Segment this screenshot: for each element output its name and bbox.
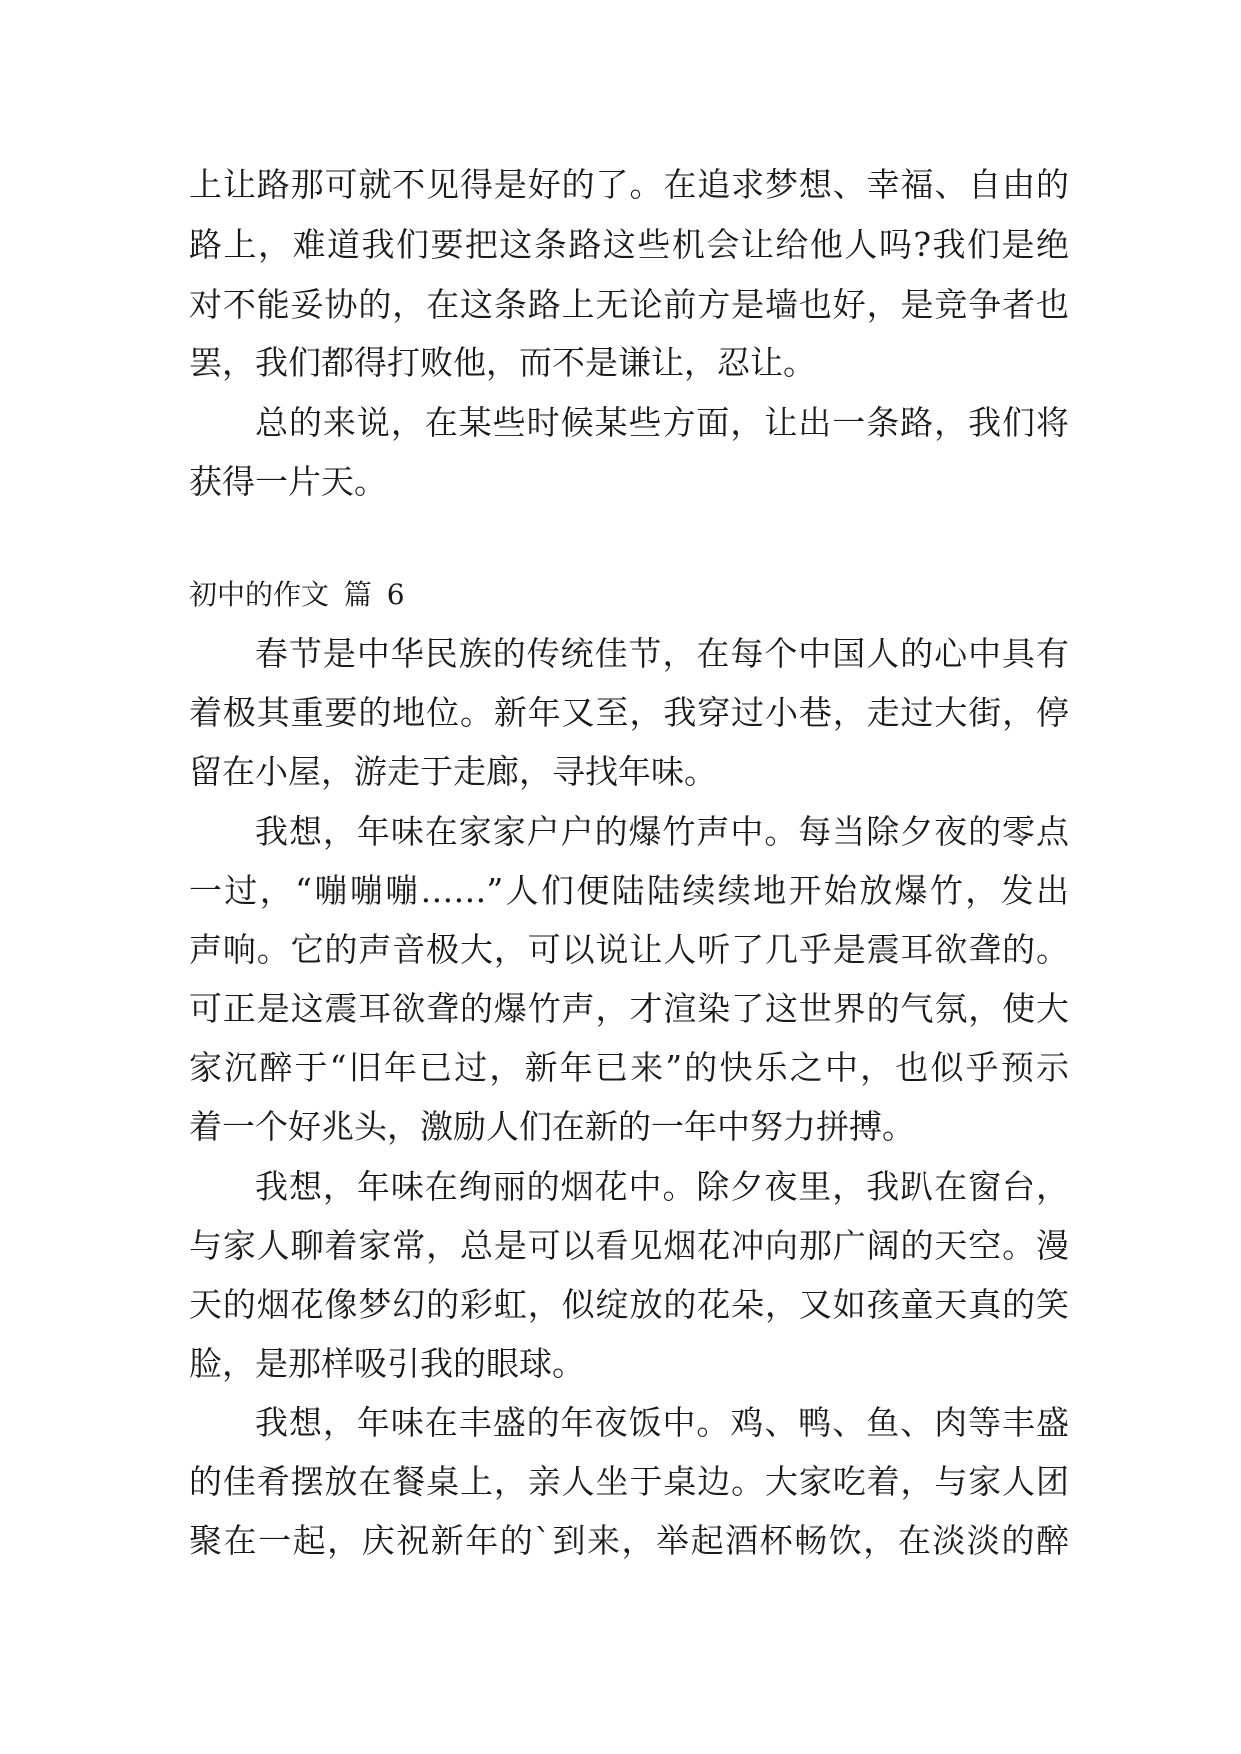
text-line: 留在小屋，游走于走廊，寻找年味。 <box>189 752 717 791</box>
text-line: 与家人聊着家常，总是可以看见烟花冲向那广阔的天空。漫 <box>189 1226 1069 1265</box>
text-line: 我想，年味在家家户户的爆竹声中。每当除夕夜的零点 <box>255 812 1069 851</box>
text-line: 总的来说，在某些时候某些方面，让出一条路，我们将 <box>255 403 1069 442</box>
text-line: 春节是中华民族的传统佳节，在每个中国人的心中具有 <box>255 634 1069 673</box>
text-line: 着一个好兆头，激励人们在新的一年中努力拼搏。 <box>189 1107 915 1146</box>
text-line: 着极其重要的地位。新年又至，我穿过小巷，走过大街，停 <box>189 693 1069 732</box>
text-line: 家沉醉于“旧年已过，新年已来”的快乐之中，也似乎预示 <box>189 1048 1069 1087</box>
text-line: 获得一片天。 <box>189 462 387 501</box>
text-line: 路上，难道我们要把这条路这些机会让给他人吗?我们是绝 <box>189 225 1069 264</box>
essay-heading: 初中的作文 篇 6 <box>189 578 405 611</box>
text-line: 脸，是那样吸引我的眼球。 <box>189 1344 585 1383</box>
text-line: 天的烟花像梦幻的彩虹，似绽放的花朵，又如孩童天真的笑 <box>189 1285 1069 1324</box>
text-line: 对不能妥协的，在这条路上无论前方是墙也好，是竞争者也 <box>189 285 1069 324</box>
text-line: 声响。它的声音极大，可以说让人听了几乎是震耳欲聋的。 <box>189 930 1069 969</box>
text-line: 的佳肴摆放在餐桌上，亲人坐于桌边。大家吃着，与家人团 <box>189 1462 1069 1501</box>
text-line: 可正是这震耳欲聋的爆竹声，才渲染了这世界的气氛，使大 <box>189 989 1069 1028</box>
text-line: 一过，“嘣嘣嘣……”人们便陆陆续续地开始放爆竹，发出 <box>189 871 1069 910</box>
text-line: 我想，年味在绚丽的烟花中。除夕夜里，我趴在窗台， <box>255 1167 1069 1206</box>
text-line: 罢，我们都得打败他，而不是谦让，忍让。 <box>189 343 816 382</box>
text-line: 上让路那可就不见得是好的了。在追求梦想、幸福、自由的 <box>189 165 1069 204</box>
text-line: 聚在一起，庆祝新年的`到来，举起酒杯畅饮，在淡淡的醉 <box>189 1521 1069 1560</box>
text-line: 我想，年味在丰盛的年夜饭中。鸡、鸭、鱼、肉等丰盛 <box>255 1403 1069 1442</box>
